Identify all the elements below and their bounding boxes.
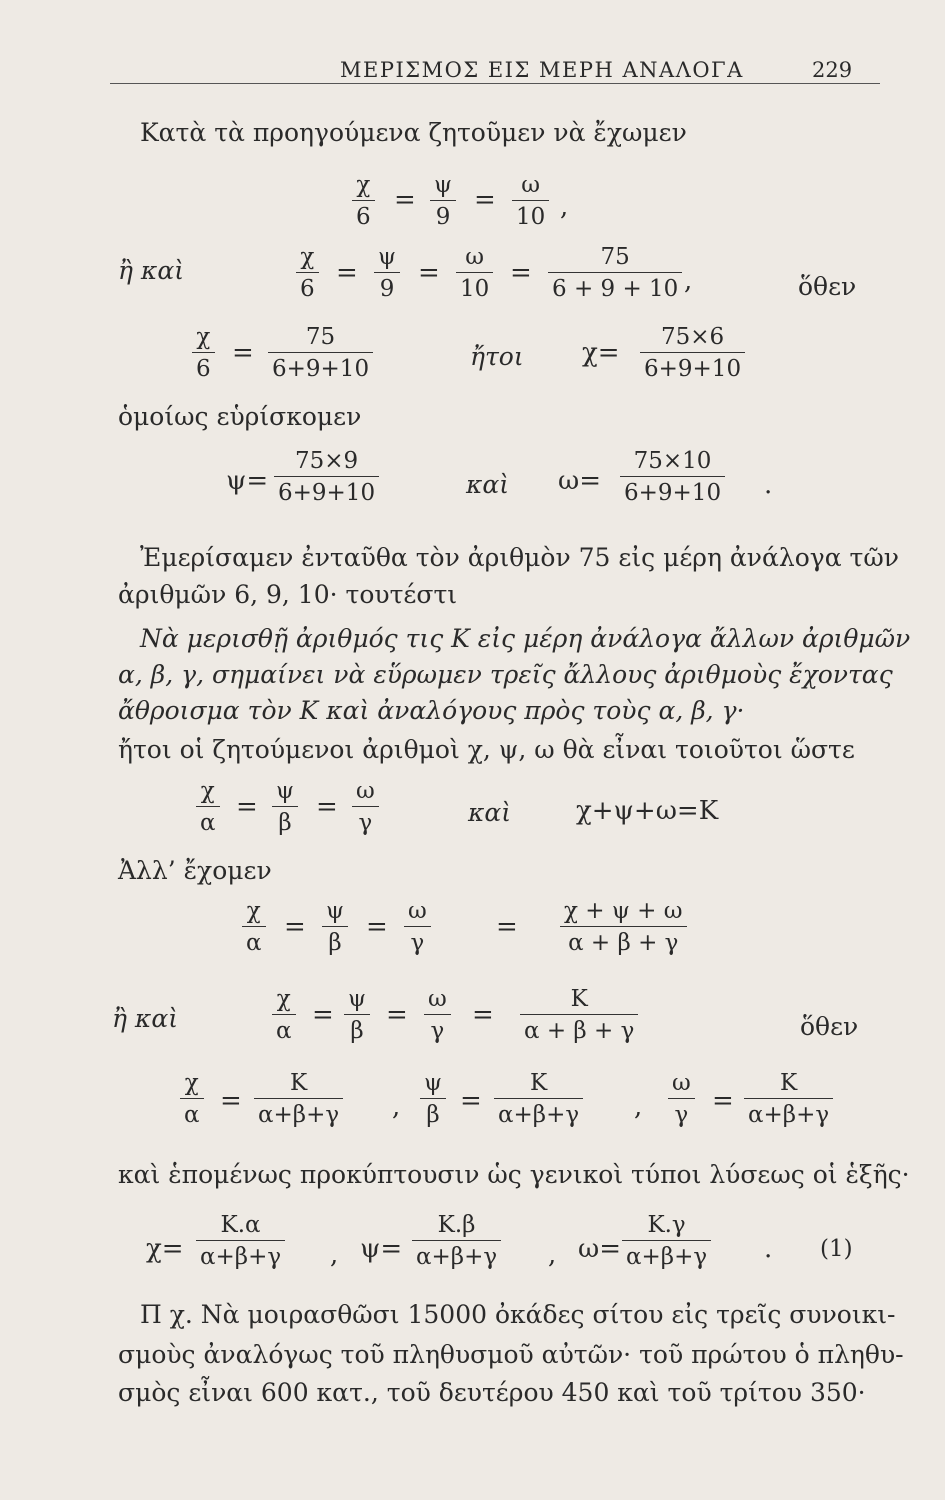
equals-sign: = [386, 1000, 408, 1030]
problem-line-1: Π χ. Νὰ μοιρασθῶσι 15000 ὀκάδες σίτου εἰς τρεῖς συνοικι- [140, 1300, 896, 1329]
equals-sign: = [336, 258, 358, 288]
definition-line-1: Νὰ μερισθῇ ἀριθμός τις Κ εἰς μέρη ἀνάλογα ἄλλων ἀριθμῶν [140, 624, 911, 653]
w-equals: ω= [558, 466, 601, 496]
comma: , [684, 266, 693, 296]
kai-label: καὶ [468, 798, 512, 827]
fraction-75x9-sum: 75×9 6+9+10 [274, 448, 379, 506]
definition-line-3: ἄθροισμα τὸν Κ καὶ ἀναλόγους πρὸς τοὺς α, β, γ· [118, 696, 745, 725]
paragraph-line-2: ἀριθμῶν 6, 9, 10· τουτέστι [118, 580, 458, 609]
fraction-x-6: χ 6 [352, 172, 375, 230]
fraction-y-b: ψ β [322, 898, 348, 956]
sum-equation: χ+ψ+ω=Κ [576, 796, 719, 826]
fraction-x-a: χ α [196, 778, 220, 836]
period: . [764, 1234, 773, 1264]
fraction-K-abg: Κ α+β+γ [744, 1070, 833, 1128]
fraction-K-abg: Κ α+β+γ [254, 1070, 343, 1128]
i-kai-label: ἢ καὶ [112, 1004, 179, 1033]
fraction-y-9: ψ 9 [430, 172, 456, 230]
fraction-w-g: ω γ [424, 986, 451, 1044]
equals-sign: = [472, 1000, 494, 1030]
intro-line: Κατὰ τὰ προηγούμενα ζητοῦμεν νὰ ἔχωμεν [140, 118, 687, 147]
x-equals: χ= [582, 338, 620, 368]
fraction-Kg-abg: Κ.γ α+β+γ [622, 1212, 711, 1270]
definition-line-2: α, β, γ, σημαίνει νὰ εὕρωμεν τρεῖς ἄλλους ἀριθμοὺς ἔχοντας [118, 660, 893, 689]
equation-number: (1) [820, 1236, 853, 1262]
fraction-75-sum: 75 6+9+10 [268, 324, 373, 382]
fraction-x-a: χ α [180, 1070, 204, 1128]
period: . [764, 470, 773, 500]
equals-sign: = [366, 912, 388, 942]
paragraph-line-1: Ἐμερίσαμεν ἐνταῦθα τὸν ἀριθμὸν 75 εἰς μέρη ἀνάλογα τῶν [140, 543, 899, 572]
header-rule [110, 83, 880, 84]
i-kai-label: ἢ καὶ [118, 256, 185, 285]
equals-sign: = [712, 1086, 734, 1116]
fraction-y-b: ψ β [344, 986, 370, 1044]
y-equals: ψ= [226, 466, 269, 496]
comma: , [330, 1240, 339, 1270]
fraction-x-6: χ 6 [192, 324, 215, 382]
kai-label: καὶ [466, 470, 510, 499]
fraction-w-10: ω 10 [512, 172, 549, 230]
fraction-w-g: ω γ [404, 898, 431, 956]
comma: , [560, 192, 569, 222]
equals-sign: = [312, 1000, 334, 1030]
fraction-75-sum: 75 6 + 9 + 10 [548, 244, 682, 302]
equals-sign: = [474, 185, 496, 215]
fraction-w-g: ω γ [668, 1070, 695, 1128]
equals-sign: = [418, 258, 440, 288]
all-line: Ἀλλ’ ἔχομεν [118, 856, 272, 885]
w-equals: ω= [578, 1234, 621, 1264]
fraction-y-b: ψ β [420, 1070, 446, 1128]
fraction-x-a: χ α [272, 986, 296, 1044]
x-equals: χ= [146, 1234, 184, 1264]
comma: , [634, 1092, 643, 1122]
fraction-75x10-sum: 75×10 6+9+10 [620, 448, 725, 506]
paragraph-line-3: ἤτοι οἱ ζητούμενοι ἀριθμοὶ χ, ψ, ω θὰ εἶναι τοιοῦτοι ὥστε [118, 735, 855, 764]
othen-label: ὅθεν [798, 272, 857, 301]
page-number: 229 [812, 58, 853, 82]
fraction-K-abg: Κ α+β+γ [494, 1070, 583, 1128]
y-equals: ψ= [360, 1234, 403, 1264]
omoios-line: ὁμοίως εὑρίσκομεν [118, 402, 362, 431]
comma: , [392, 1092, 401, 1122]
fraction-K-abg: Κ α + β + γ [520, 986, 638, 1044]
fraction-x-6: χ 6 [296, 244, 319, 302]
problem-line-3: σμὸς εἶναι 600 κατ., τοῦ δευτέρου 450 καὶ τοῦ τρίτου 350· [118, 1378, 866, 1407]
comma: , [548, 1240, 557, 1270]
problem-line-2: σμοὺς ἀναλόγως τοῦ πληθυσμοῦ αὐτῶν· τοῦ πρώτου ὁ πληθυ- [118, 1340, 904, 1369]
itoi-label: ἤτοι [470, 342, 524, 371]
fraction-y-9: ψ 9 [374, 244, 400, 302]
equals-sign: = [460, 1086, 482, 1116]
fraction-Ka-abg: Κ.α α+β+γ [196, 1212, 285, 1270]
fraction-75x6-sum: 75×6 6+9+10 [640, 324, 745, 382]
fraction-x-a: χ α [242, 898, 266, 956]
equals-sign: = [510, 258, 532, 288]
fraction-y-b: ψ β [272, 778, 298, 836]
equals-sign: = [394, 185, 416, 215]
fraction-w-10: ω 10 [456, 244, 493, 302]
fraction-Kb-abg: Κ.β α+β+γ [412, 1212, 501, 1270]
equals-sign: = [316, 792, 338, 822]
equals-sign: = [220, 1086, 242, 1116]
fraction-sum-xyw-abg: χ + ψ + ω α + β + γ [560, 898, 687, 956]
equals-sign: = [284, 912, 306, 942]
equals-sign: = [496, 912, 518, 942]
equals-sign: = [236, 792, 258, 822]
othen-label: ὅθεν [800, 1012, 859, 1041]
consequence-line: καὶ ἑπομένως προκύπτουσιν ὡς γενικοὶ τύποι λύσεως οἱ ἑξῆς· [118, 1160, 910, 1189]
fraction-w-g: ω γ [352, 778, 379, 836]
equals-sign: = [232, 338, 254, 368]
running-title: ΜΕΡΙΣΜΟΣ ΕΙΣ ΜΕΡΗ ΑΝΑΛΟΓΑ [340, 58, 744, 82]
